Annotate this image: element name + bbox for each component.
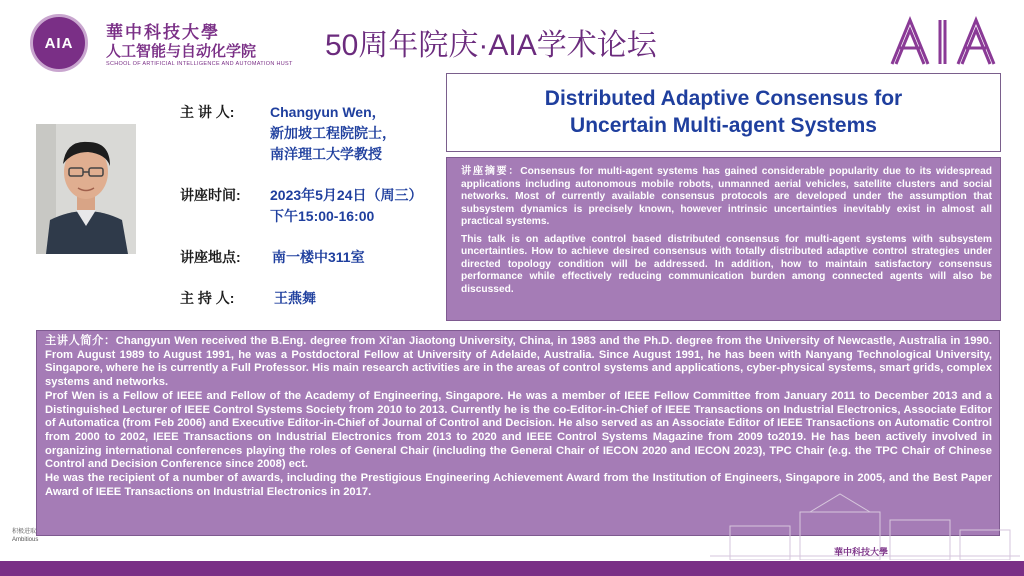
speaker-line: 新加坡工程院院士， — [270, 125, 396, 141]
host-value: 王燕舞 — [274, 290, 316, 306]
school-name-en: SCHOOL OF ARTIFICIAL INTELLIGENCE AND AUTOMATION HUST — [106, 61, 293, 67]
bio-paragraph-3: He was the recipient of a number of awards, including the Prestigious Engineering Achievement Award from the Institution of Engineers, Singapore in 2005, and the Best Paper Award of IEEE Transactions on Industrial Electronics in 2017. — [45, 472, 992, 498]
footer-motto-en: Ambitious — [12, 537, 39, 543]
forum-title: 50周年院庆·AIA学术论坛 — [325, 29, 657, 62]
school-logo-badge — [30, 14, 88, 72]
talk-title — [447, 85, 1000, 139]
aia-brand-mark — [888, 16, 1004, 68]
speaker-line: 南洋理工大学教授 — [270, 146, 382, 162]
speaker-label: 主 讲 人: — [180, 104, 235, 120]
footer-motto-cn: 积极进取 — [12, 529, 37, 535]
place-value: 南一楼中311室 — [272, 249, 365, 265]
time-date: 2023年5月24日（周三） — [270, 187, 423, 203]
bio-paragraph-2: Prof Wen is a Fellow of IEEE and Fellow of the Academy of Engineering, Singapore. He was a member of IEEE Fellow Committee from January 2011 to December 2013 and a Distinguished Lecturer of IEEE Control Systems Society from 2010 to 2013. Currently he is the co-Editor-in-Chief of IEEE Transactions on Industrial Electronics, Associate Editor of Automatica (from Feb 2006) and Executive Editor-in-Chief of Journal of Control and Decision. He also served as an Associate Editor of IEEE Transactions on Automatic Control from 2000 to 2002, IEEE Transactions on Industrial Electronics from 2013 to 2020 and IEEE Control Systems Magazine from 2009 to2019. He has been actively involved in organizing international conferences playing the roles of General Chair (including the General Chair of IECON 2020 and IECON 2023), TPC Chair (e.g. the TPC Chair of Chinese Control and Decision Conference since 2008) ect. — [45, 389, 992, 471]
footer-motto — [12, 528, 38, 544]
talk-title-line2: Uncertain Multi-agent Systems — [570, 114, 877, 137]
brand-mark-text: AIA — [888, 16, 890, 17]
bio-paragraph-1: 主讲人简介：Changyun Wen received the B.Eng. degree from Xi'an Jiaotong University, China, in 1983 and the Ph.D. degree from the University of Newcastle, Australia in 1990. From August 1989 to August 1991, he was a Postdoctoral Fellow at University of Adelaide, Australia. Since August 1991, he has been with Nanyang Technological University, Singapore, where he is currently a Full Professor. His main research activities are in the areas of control systems and applications, cyber-physical systems, smart grids, complex systems and networks. — [45, 335, 992, 389]
talk-title-line1: Distributed Adaptive Consensus for — [544, 87, 903, 110]
speaker-value — [270, 102, 396, 165]
bio-label: 主讲人简介： — [45, 335, 116, 347]
talk-title-box — [446, 73, 1001, 152]
host-label: 主 持 人: — [180, 290, 235, 306]
logo-initials: AIA — [44, 35, 74, 52]
time-label: 讲座时间: — [180, 187, 241, 203]
speaker-line: Changyun Wen， — [270, 104, 386, 120]
abstract-paragraph-1: 讲座摘要：Consensus for multi-agent systems has gained considerable popularity due to its widespread applications including autonomous mobile robots, unmanned aerial vehicles, satellite clusters and social networks. Most of currently available consensus protocols are developed under the assumption that subsystem dynamics is precisely known, however intrinsic uncertainties inevitably exist in almost all practical systems. — [461, 166, 993, 227]
time-hours: 下午15:00-16:00 — [270, 208, 375, 224]
time-value — [270, 185, 423, 227]
abstract-label: 讲座摘要： — [461, 166, 521, 177]
abstract-paragraph-2: This talk is on adaptive control based distributed consensus for multi-agent systems with subsystem uncertainties. How to achieve desired consensus with totally distributed adaptive control strategies under directed topology condition will be addressed. In addition, how to maintain satisfactory consensus performance while effectively reducing communication burden among connected agents will also be discussed. — [461, 233, 992, 295]
bottom-color-bar — [0, 561, 1024, 576]
footer-university-name: 華中科技大學 — [834, 548, 889, 558]
university-name-cn: 華中科技大學 — [106, 23, 220, 43]
abstract-panel — [446, 157, 1001, 321]
place-label: 讲座地点: — [180, 249, 241, 265]
speaker-photo — [36, 124, 136, 254]
school-name-cn: 人工智能与自动化学院 — [106, 43, 257, 60]
